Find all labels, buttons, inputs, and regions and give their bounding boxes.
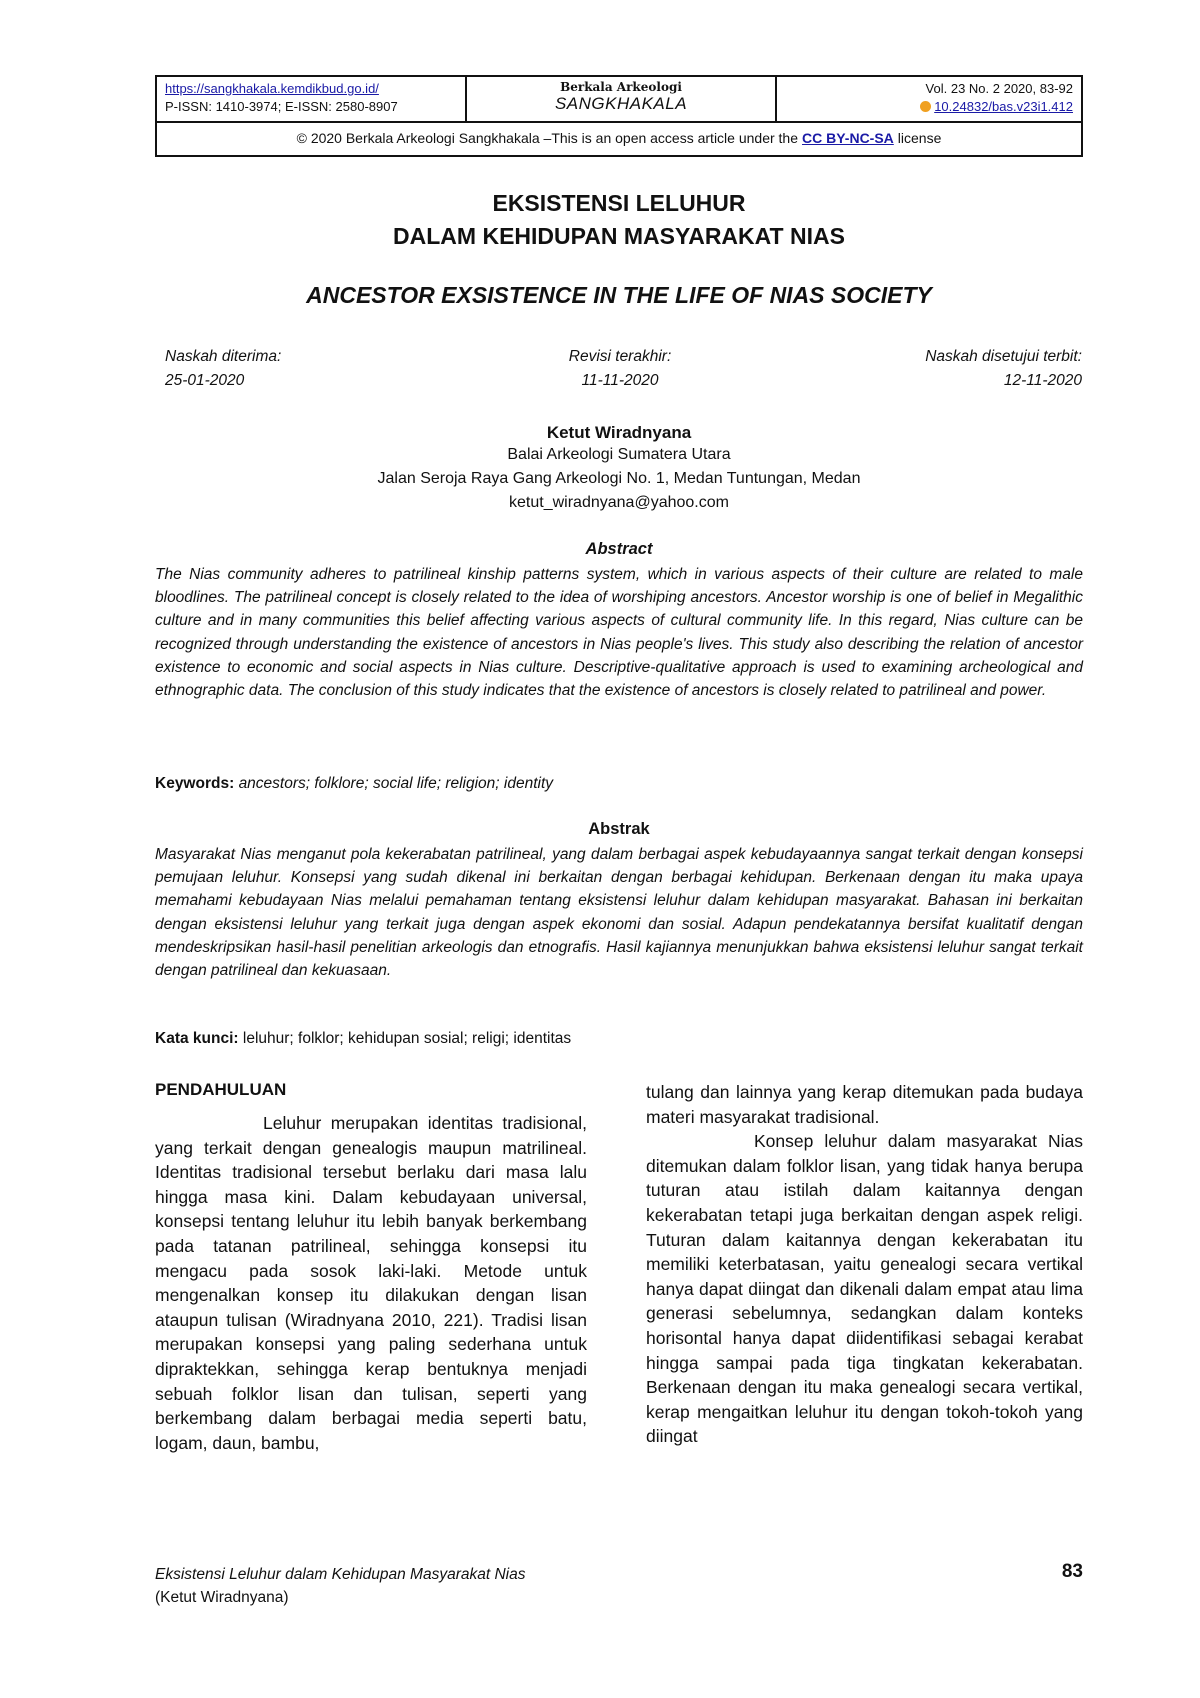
journal-id-cell bbox=[157, 77, 467, 121]
body-column-left bbox=[155, 1111, 587, 1455]
body-column-right bbox=[646, 1080, 1083, 1449]
doi-link[interactable]: 10.24832/bas.v23i1.412 bbox=[934, 99, 1073, 114]
kata-kunci-values: leluhur; folklor; kehidupan sosial; religi; identitas bbox=[242, 1030, 572, 1047]
author-institution: Balai Arkeologi Sumatera Utara bbox=[507, 446, 731, 463]
abstrak-text: Masyarakat Nias menganut pola kekerabatan patrilineal, yang dalam berbagai aspek kebudayaannya sangat terkait dengan konsepsi pemujaan leluhur. Konsepsi yang sudah dikenal ini berkaitan dengan berbagai kehidupan. Berkenaan dengan itu maka upaya memahami kebudayaan Nias melalui pemahaman tentang eksistensi leluhur dalam kehidupan masyarakat. Bahasan ini berkaitan dengan eksistensi leluhur yang terkait juga dengan aspek ekonomi dan sosial. Adapun pendekatannya bersifat kualitatif dengan mendeskripsikan hasil-hasil penelitian arkeologis dan etnografis. Hasil kajiannya menunjukkan bahwa eksistensi leluhur sangat terkait dengan patrilineal dan kekuasaan. bbox=[155, 846, 1083, 980]
date-received-block bbox=[165, 345, 281, 393]
author-email: ketut_wiradnyana@yahoo.com bbox=[509, 494, 729, 511]
body-paragraph: Konsep leluhur dalam masyarakat Nias ditemukan dalam folklor lisan, yang tidak hanya berupa tuturan atau istilah dalam kaitannya dengan kekerabatan tetapi juga berkaitan dengan aspek religi. Tuturan dalam kaitannya dengan kekerabatan itu memiliki keterbatasan, yaitu genealogi secara vertikal hanya dapat diingat dan dikenali dalam empat atau lima generasi sebelumnya, sedangkan dalam konteks horisontal hanya dapat diidentifikasi sebagai kerabat hingga sampai pada tiga tingkatan kekerabatan. Berkenaan dengan itu maka genealogi secara vertikal, kerap mengaitkan leluhur itu dengan tokoh-tokoh yang diingat bbox=[646, 1131, 1083, 1447]
body-paragraph: tulang dan lainnya yang kerap ditemukan pada budaya materi masyarakat tradisional. bbox=[646, 1082, 1083, 1127]
date-approved-value: 12-11-2020 bbox=[1003, 372, 1082, 389]
body-paragraph: Leluhur merupakan identitas tradisional, yang terkait dengan genealogis maupun matrilineal. Identitas tradisional tersebut berlaku dari masa lalu hingga masa kini. Dalam kebudayaan universal, konsepsi tentang leluhur itu lebih banyak berkembang pada tatanan patrilineal, sehingga konsepsi itu mengacu pada sosok laki-laki. Metode untuk mengenalkan konsep itu dilakukan dengan lisan ataupun tulisan (Wiradnyana 2010, 221). Tradisi lisan merupakan konsepsi yang paling sederhana untuk dipraktekkan, sehingga kerap bentuknya menjadi sebuah folklor lisan dan tulisan, seperti yang berkembang dalam berbagai media seperti batu, logam, daun, bambu, bbox=[155, 1113, 587, 1453]
date-received-label: Naskah diterima: bbox=[165, 348, 282, 365]
section-heading-pendahuluan: PENDAHULUAN bbox=[155, 1080, 287, 1099]
abstract-heading: Abstract bbox=[585, 540, 653, 558]
volume-cell bbox=[777, 77, 1081, 121]
doi-icon bbox=[920, 101, 931, 112]
author-name: Ketut Wiradnyana bbox=[546, 423, 692, 442]
license-link[interactable]: CC BY-NC-SA bbox=[802, 130, 894, 146]
license-suffix: license bbox=[897, 130, 942, 146]
journal-header-box bbox=[155, 75, 1083, 157]
journal-name-cell bbox=[467, 77, 777, 121]
date-approved-label: Naskah disetujui terbit: bbox=[925, 348, 1082, 365]
keywords-line bbox=[155, 775, 553, 793]
keywords-label: Keywords: bbox=[155, 775, 235, 792]
title-id-line1: EKSISTENSI LELUHUR bbox=[492, 190, 746, 216]
abstrak-heading: Abstrak bbox=[588, 820, 650, 838]
date-revised-value: 11-11-2020 bbox=[581, 372, 659, 389]
license-row bbox=[157, 121, 1081, 155]
journal-header-row bbox=[157, 77, 1081, 123]
date-revised-block bbox=[540, 345, 700, 393]
title-id-line2: DALAM KEHIDUPAN MASYARAKAT NIAS bbox=[393, 223, 845, 249]
title-english: ANCESTOR EXSISTENCE IN THE LIFE OF NIAS SOCIETY bbox=[306, 282, 932, 308]
author-address: Jalan Seroja Raya Gang Arkeologi No. 1, Medan Tuntungan, Medan bbox=[377, 470, 861, 487]
date-received-value: 25-01-2020 bbox=[165, 372, 245, 389]
issn-text: P-ISSN: 1410-3974; E-ISSN: 2580-8907 bbox=[165, 99, 398, 114]
running-footer bbox=[155, 1563, 525, 1609]
abstract-text: The Nias community adheres to patrilineal kinship patterns system, which in various aspects of their culture are related to male bloodlines. The patrilineal concept is closely related to the idea of worshiping ancestors. Ancestor worship is one of belief in Megalithic culture and in many communities this belief affecting various aspects of cultural community life. In this regard, Nias culture can be recognized through understanding the existence of ancestors in Nias people's lives. This study also describing the relation of ancestor existence to economic and social aspects in Nias culture. Descriptive-qualitative approach is used to examining archeological and ethnographic data. The conclusion of this study indicates that the existence of ancestors is closely related to patrilineal and power. bbox=[155, 566, 1083, 700]
date-revised-label: Revisi terakhir: bbox=[568, 348, 672, 365]
journal-name: SANGKHAKALA bbox=[554, 94, 688, 113]
footer-title: Eksistensi Leluhur dalam Kehidupan Masyarakat Nias bbox=[155, 1566, 526, 1583]
kata-kunci-label: Kata kunci: bbox=[155, 1030, 239, 1047]
journal-series: Berkala Arkeologi bbox=[560, 80, 682, 94]
page-number: 83 bbox=[1061, 1561, 1083, 1582]
volume-text: Vol. 23 No. 2 2020, 83-92 bbox=[925, 81, 1073, 96]
footer-author: (Ketut Wiradnyana) bbox=[155, 1589, 289, 1606]
kata-kunci-line bbox=[155, 1030, 571, 1048]
date-approved-block bbox=[925, 345, 1082, 393]
license-prefix: © 2020 Berkala Arkeologi Sangkhakala –This is an open access article under the bbox=[296, 130, 799, 146]
keywords-values: ancestors; folklore; social life; religion; identity bbox=[238, 775, 554, 792]
journal-url-link[interactable]: https://sangkhakala.kemdikbud.go.id/ bbox=[165, 81, 379, 96]
